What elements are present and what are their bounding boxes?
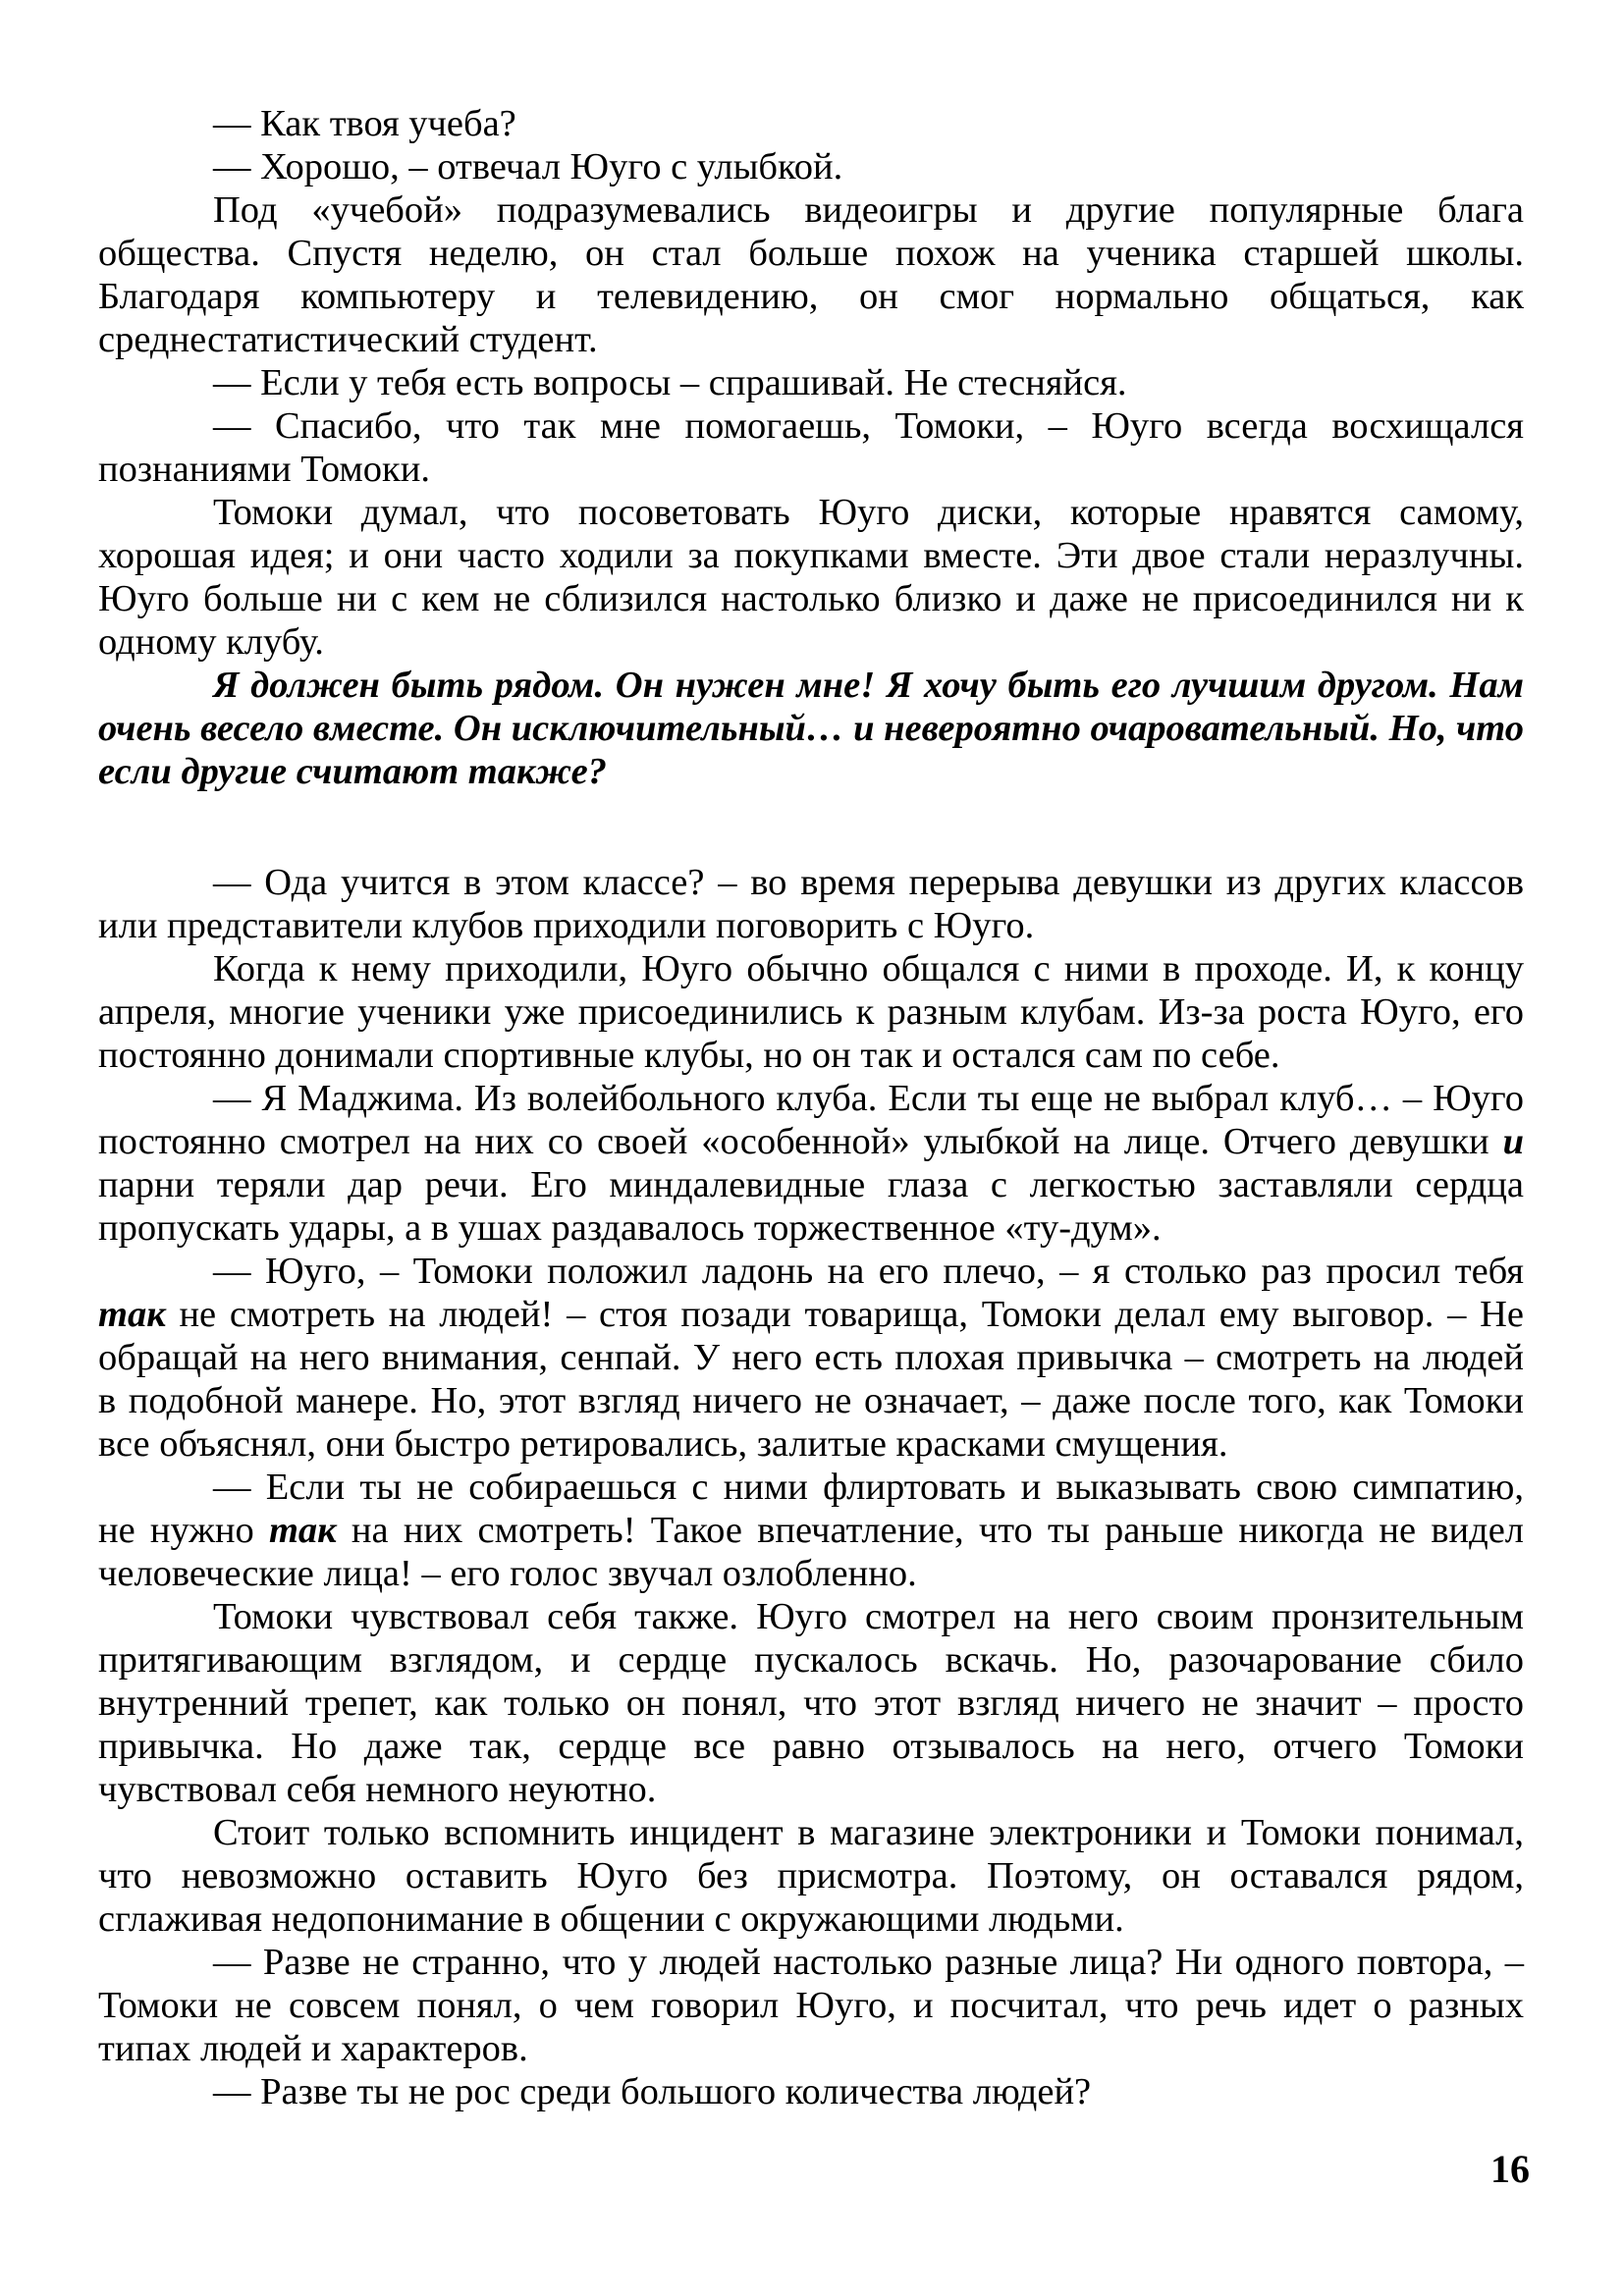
paragraph (98, 361, 1524, 404)
text-line: — Если у тебя есть вопросы – спрашивай. Не стесняйся. (213, 362, 1127, 403)
text-line: — Если ты не собираешься с ними флиртовать и выказывать свою симпатию, (213, 1467, 1524, 1508)
text-line: — Хорошо, – отвечал Юуго с улыбкой. (213, 146, 843, 187)
text-line: человеческие лица! – его голос звучал озлобленно. (98, 1553, 917, 1594)
text-line: апреля, многие ученики уже присоединились к разным клубам. Из-за роста Юуго, его (98, 991, 1524, 1033)
text-line: одному клубу. (98, 621, 324, 663)
paragraph (98, 491, 1524, 664)
emphasis: так (98, 1294, 166, 1335)
paragraph (98, 102, 1524, 145)
emphasis: и (1502, 1121, 1524, 1162)
paragraph (98, 1250, 1524, 1466)
text-line: постоянно донимали спортивные клубы, но он так и остался сам по себе. (98, 1035, 1280, 1076)
paragraph (98, 1595, 1524, 1811)
paragraph (98, 145, 1524, 188)
text-line: — Я Маджима. Из волейбольного клуба. Если ты еще не выбрал клуб… – Юуго (213, 1078, 1524, 1119)
text-line: если другие считают также? (98, 751, 608, 792)
text-line: — Спасибо, что так мне помогаешь, Томоки, – Юуго всегда восхищался (213, 405, 1524, 447)
text-line: сглаживая недопонимание в общении с окружающими людьми. (98, 1898, 1124, 1940)
text-column (98, 102, 1524, 2113)
text-line: среднестатистический студент. (98, 319, 598, 360)
text-line: Томоки не совсем понял, о чем говорил Юуго, и посчитал, что речь идет о разных (98, 1985, 1524, 2026)
text-line: общества. Спустя неделю, он стал больше похож на ученика старшей школы. (98, 233, 1524, 274)
text-line: не нужно так на них смотреть! Такое впечатление, что ты раньше никогда не видел (98, 1510, 1524, 1551)
text-line: — Ода учится в этом классе? – во время перерыва девушки из других классов (213, 862, 1524, 903)
text-line: очень весело вместе. Он исключительный… и невероятно очаровательный. Но, что (98, 708, 1524, 749)
text-line: Под «учебой» подразумевались видеоигры и другие популярные блага (213, 189, 1524, 231)
text-line: все объяснял, они быстро ретировались, залитые красками смущения. (98, 1423, 1228, 1465)
text-line: Благодаря компьютеру и телевидению, он смог нормально общаться, как (98, 276, 1524, 317)
text-line: привычка. Но даже так, сердце все равно отзывалось на него, отчего Томоки (98, 1726, 1524, 1767)
text-line: в подобной манере. Но, этот взгляд ничего не означает, – даже после того, как Томоки (98, 1380, 1524, 1421)
text-line: — Юуго, – Томоки положил ладонь на его плечо, – я столько раз просил тебя (213, 1251, 1524, 1292)
paragraph (98, 861, 1524, 947)
text-line: Томоки думал, что посоветовать Юуго диски, которые нравятся самому, (213, 492, 1524, 533)
text-line: — Разве ты не рос среди большого количества людей? (213, 2071, 1092, 2112)
paragraph (98, 188, 1524, 361)
text-line: что невозможно оставить Юуго без присмотра. Поэтому, он оставался рядом, (98, 1855, 1524, 1896)
inner-monologue-paragraph (98, 664, 1524, 793)
text-line: — Разве не странно, что у людей настолько разные лица? Ни одного повтора, – (213, 1942, 1524, 1983)
paragraph (98, 1077, 1524, 1250)
paragraph (98, 1941, 1524, 2070)
text-line: познаниями Томоки. (98, 449, 430, 490)
text-line: чувствовал себя немного неуютно. (98, 1769, 657, 1810)
text-line: так не смотреть на людей! – стоя позади товарища, Томоки делал ему выговор. – Не (98, 1294, 1524, 1335)
text-line: Стоит только вспомнить инцидент в магазине электроники и Томоки понимал, (213, 1812, 1524, 1853)
text-line: типах людей и характеров. (98, 2028, 528, 2069)
text-line: — Как твоя учеба? (213, 103, 516, 144)
paragraph (98, 947, 1524, 1077)
page-number: 16 (1490, 2147, 1530, 2191)
text-line: внутренний трепет, как только он понял, что этот взгляд ничего не значит – просто (98, 1682, 1524, 1724)
text-line: притягивающим взглядом, и сердце пускалось вскачь. Но, разочарование сбило (98, 1639, 1524, 1681)
text-line: хорошая идея; и они часто ходили за покупками вместе. Эти двое стали неразлучны. (98, 535, 1524, 576)
text-line: парни теряли дар речи. Его миндалевидные глаза с легкостью заставляли сердца (98, 1164, 1524, 1205)
text-line: Я должен быть рядом. Он нужен мне! Я хочу быть его лучшим другом. Нам (213, 665, 1524, 706)
text-line: Юуго больше ни с кем не сблизился настолько близко и даже не присоединился ни к (98, 578, 1524, 619)
text-line: или представители клубов приходили поговорить с Юуго. (98, 905, 1035, 946)
paragraph (98, 1811, 1524, 1941)
text-line: Томоки чувствовал себя также. Юуго смотрел на него своим пронзительным (213, 1596, 1524, 1637)
text-line: обращай на него внимания, сенпай. У него есть плохая привычка – смотреть на людей (98, 1337, 1524, 1378)
text-line: пропускать удары, а в ушах раздавалось торжественное «ту-дум». (98, 1207, 1162, 1249)
section-break (98, 793, 1524, 861)
paragraph (98, 1466, 1524, 1595)
paragraph (98, 404, 1524, 491)
paragraph (98, 2070, 1524, 2113)
text-line: Когда к нему приходили, Юуго обычно общался с ними в проходе. И, к концу (213, 948, 1524, 989)
emphasis: так (268, 1510, 337, 1551)
text-line: постоянно смотрел на них со своей «особенной» улыбкой на лице. Отчего девушки и (98, 1121, 1524, 1162)
